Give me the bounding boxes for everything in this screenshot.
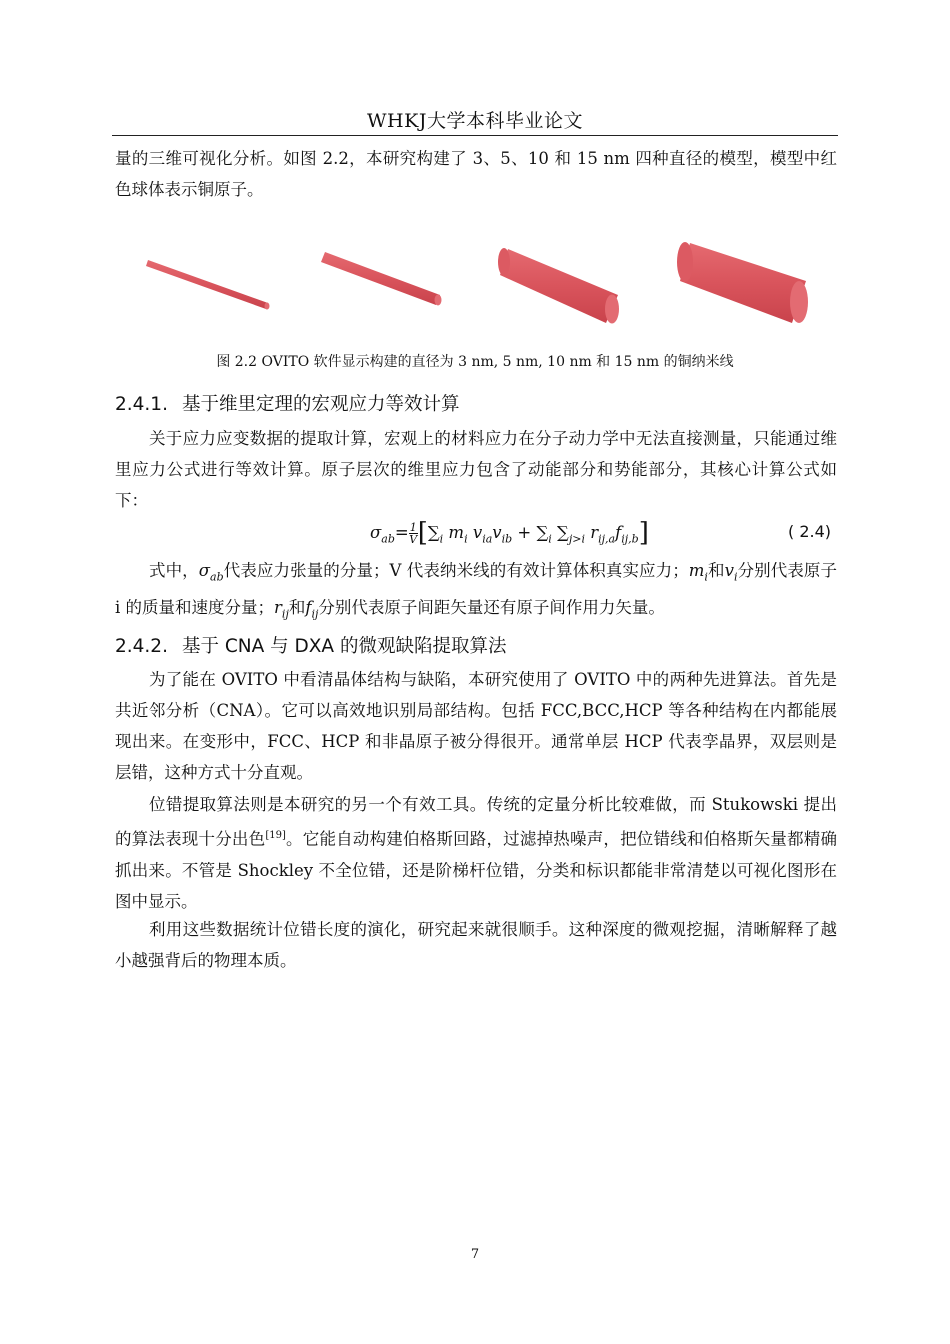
running-header: WHKJ大学本科毕业论文 xyxy=(367,110,583,132)
nanowire-3nm xyxy=(146,260,270,310)
equation-number: ( 2.4) xyxy=(788,522,832,541)
virial-equation: $\sigma_{ab}=$ $\frac{1}{V}$ [$\sum_i$ $m_i$ $v_{ia}v_{ib} + \sum_i$ $\sum_{j>i}$ $r_{ij,a}f_{ij,b}$] xyxy=(370,518,649,548)
section-title: 基于维里定理的宏观应力等效计算 xyxy=(181,394,460,415)
citation[interactable]: [19] xyxy=(265,830,286,841)
nanowire-15nm xyxy=(677,242,808,323)
section-number: 2.4.2. xyxy=(115,636,168,657)
nanowire-figure xyxy=(130,225,830,335)
section-heading-2-4-1 xyxy=(115,390,459,416)
intro-paragraph: 量的三维可视化分析。如图 2.2，本研究构建了 3、5、10 和 15 nm 四种直径的模型，模型中红色球体表示铜原子。 xyxy=(115,149,837,199)
figure-caption: 图 2.2 OVITO 软件显示构建的直径为 3 nm, 5 nm, 10 nm 和 15 nm 的铜纳米线 xyxy=(216,354,734,370)
section-title: 基于 CNA 与 DXA 的微观缺陷提取算法 xyxy=(181,636,507,657)
dxa-paragraph: 位错提取算法则是本研究的另一个有效工具。传统的定量分析比较难做，而 Stukowski 提出的算法表现十分出色[19]。它能自动构建伯格斯回路，过滤掉热噪声，把位错线和伯格斯矢量都精确抓出来。不管是 Shockley 不全位错，还是阶梯杆位错，分类和标识都能非常清楚以可视化图形在图中显示。 xyxy=(115,795,838,911)
cna-paragraph: 为了能在 OVITO 中看清晶体结构与缺陷，本研究使用了 OVITO 中的两种先进算法。首先是共近邻分析（CNA）。它可以高效地识别局部结构。包括 FCC,BCC,HCP 等各种结构在内都能展现出来。在变形中，FCC、HCP 和非晶原子被分得很开。通常单层 HCP 代表孪晶界，双层则是层错，这种方式十分直观。 xyxy=(115,670,837,782)
conclusion-paragraph: 利用这些数据统计位错长度的演化，研究起来就很顺手。这种深度的微观挖掘，清晰解释了越小越强背后的物理本质。 xyxy=(115,920,837,970)
nanowire-10nm xyxy=(498,248,619,324)
page-number: 7 xyxy=(470,1247,480,1262)
section-number: 2.4.1. xyxy=(115,394,168,415)
section-heading-2-4-2 xyxy=(115,632,506,658)
header-rule xyxy=(112,135,838,136)
virial-paragraph: 关于应力应变数据的提取计算，宏观上的材料应力在分子动力学中无法直接测量，只能通过维里应力公式进行等效计算。原子层次的维里应力包含了动能部分和势能部分，其核心计算公式如下： xyxy=(115,429,837,510)
equation-explanation: 式中，$\sigma_{ab}$代表应力张量的分量；V 代表纳米线的有效计算体积真实应力；$m_i$和$v_i$分别代表原子 i 的质量和速度分量；$r_{ij}$和$f_{ij}$分别代表原子间距矢量还有原子间作用力矢量。 xyxy=(115,561,838,621)
nanowire-5nm xyxy=(321,252,442,306)
